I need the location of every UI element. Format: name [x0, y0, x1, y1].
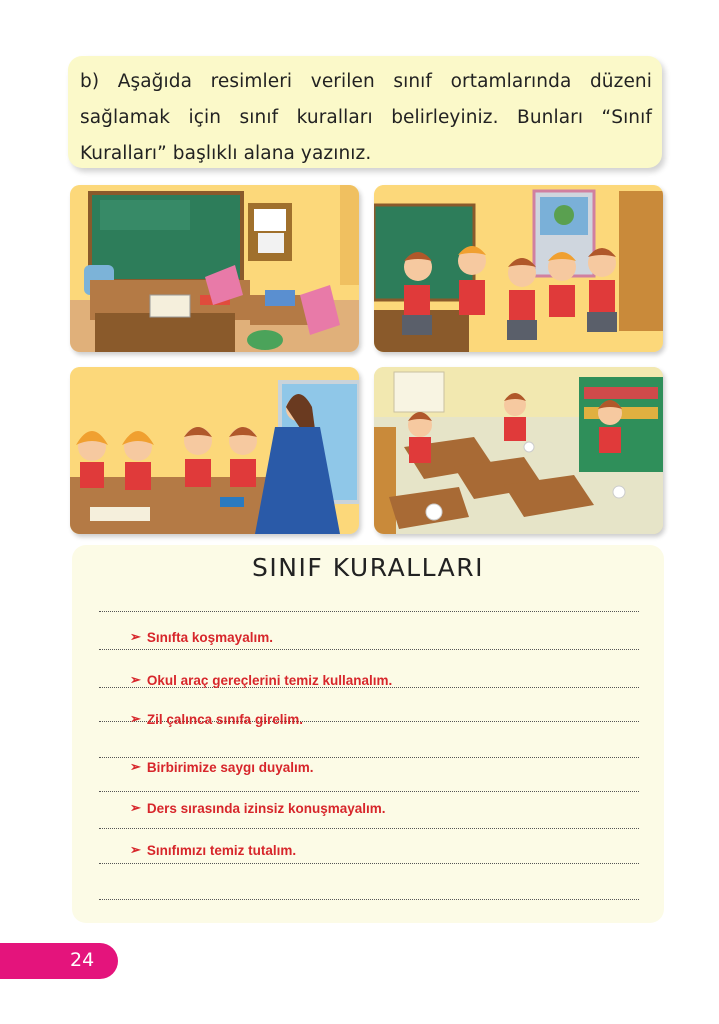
arrow-icon: ➢	[130, 800, 141, 815]
rule-text: Okul araç gereçlerini temiz kullanalım.	[146, 672, 393, 688]
illustration-messy-classroom	[70, 185, 359, 352]
rule-item	[130, 800, 386, 816]
rule-item	[130, 842, 296, 858]
rules-panel	[72, 545, 664, 923]
writing-line	[99, 899, 639, 900]
writing-line	[99, 863, 639, 864]
rule-text: Sınıfımızı temiz tutalım.	[146, 842, 297, 858]
rule-item	[130, 711, 303, 727]
arrow-icon: ➢	[130, 759, 141, 774]
page-number: 24	[70, 949, 95, 971]
illustration-children-rushing-door	[374, 185, 663, 352]
arrow-icon: ➢	[130, 629, 141, 644]
illustration-running-in-class	[374, 367, 663, 534]
writing-line	[99, 791, 639, 792]
page-number-tab	[0, 943, 118, 979]
arrow-icon: ➢	[130, 672, 141, 687]
rule-item	[130, 672, 392, 688]
writing-line	[99, 828, 639, 829]
writing-line	[99, 757, 639, 758]
arrow-icon: ➢	[130, 842, 141, 857]
rule-item	[130, 759, 313, 775]
instruction-box	[68, 56, 662, 168]
rule-text: Ders sırasında izinsiz konuşmayalım.	[146, 800, 386, 816]
rule-text: Zil çalınca sınıfa girelim.	[146, 711, 303, 727]
rule-item	[130, 629, 273, 645]
arrow-icon: ➢	[130, 711, 141, 726]
writing-line	[99, 611, 639, 612]
writing-line	[99, 649, 639, 650]
rule-text: Sınıfta koşmayalım.	[146, 629, 273, 645]
instruction-text: b) Aşağıda resimleri verilen sınıf ortamlarında düzeni sağlamak için sınıf kuralları belirleyiniz. Bunları “Sınıf Kuralları” başlıklı alana yazınız.	[80, 71, 652, 164]
illustration-talking-in-class	[70, 367, 359, 534]
rule-text: Birbirimize saygı duyalım.	[146, 759, 314, 775]
rules-title: SINIF KURALLARI	[252, 553, 484, 582]
